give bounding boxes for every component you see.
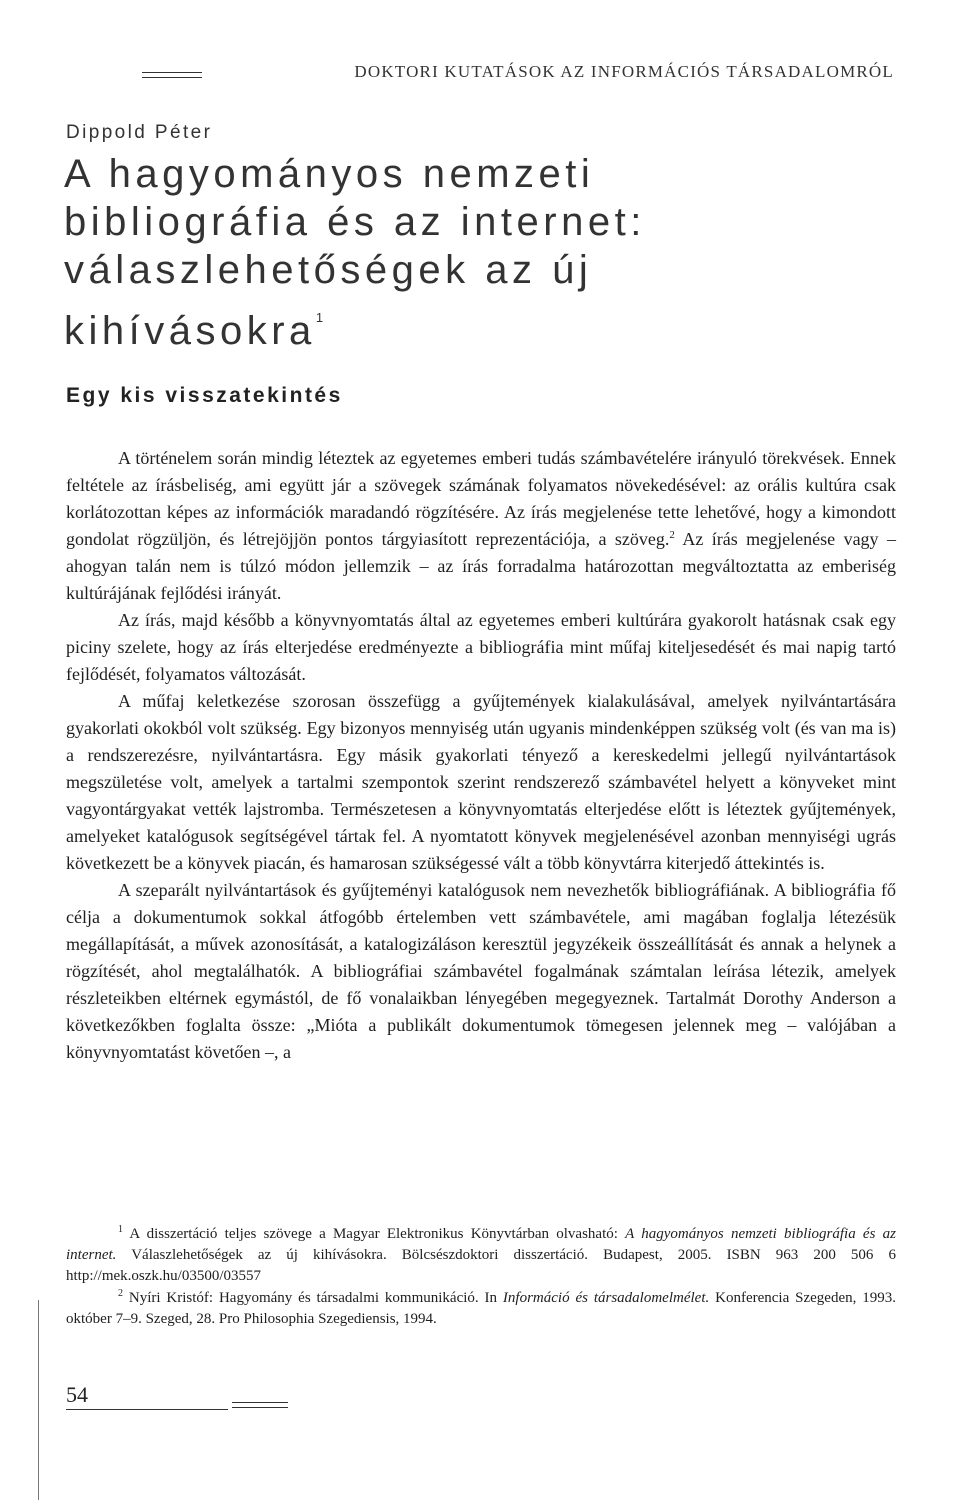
article-author: Dippold Péter [66, 122, 213, 143]
paragraph-4: A szeparált nyilvántartások és gyűjteményi katalógusok nem nevezhetők bibliográfiának. A bibliográfia fő célja a dokumentumok sokkal átfogóbb értelemben vett számbavétele, ami magában foglalja létezésük megállapítását, a művek azonosítását, a katalogizáláson keresztül jegyzékeik összeállítását és annak a helynek a rögzítését, ahol megtalálhatók. A bibliográfiai számbavétel fogalmának számtalan leírása létezik, amelyek részleteikben eltérnek egymástól, de fő vonalaikban lényegében megegyeznek. Tartalmát Dorothy Anderson a következőkben foglalta össze: „Mióta a publikált dokumentumok tömegesen jelennek meg – valójában a könyvnyomtatást követően –, a [66, 880, 896, 1062]
footnote-2 [66, 1288, 896, 1330]
footer-rule [66, 1409, 228, 1410]
article-title [64, 150, 864, 355]
header-decoration-bar [142, 72, 202, 78]
footnotes [66, 1224, 896, 1331]
footer-decoration-bar [232, 1402, 288, 1408]
footnote-2-mark: 2 [118, 1288, 123, 1299]
page-number: 54 [66, 1382, 88, 1407]
gutter-line [38, 1300, 39, 1500]
paragraph-3: A műfaj keletkezése szorosan összefügg a gyűjtemények kialakulásával, amelyek nyilvántartására gyakorlati okokból volt szükség. Egy bizonyos mennyiség után ugyanis mindenképpen szükség volt (és van ma is) a rendszerezésre, nyilvántartásra. Egy másik gyakorlati tényező a kereskedelmi jellegű nyilvántartások megszületése volt, amelyek a tartalmi szempontok szerint rendszerező számbavétel helyett a könyveket mint vagyontárgyakat vették lajstromba. Természetesen a könyvnyomtatás elterjedése előtt is léteztek gyűjtemények, amelyeket katalógusok segítségével tártak fel. A nyomtatott könyvek megjelenésével azonban mennyiségi ugrás következett be a könyvek piacán, és hamarosan szükségessé vált a több könyvtárra kiterjedő áttekintés is. [66, 691, 896, 873]
section-heading: Egy kis visszatekintés [66, 384, 343, 407]
footnote-2-text-b: Konferencia Szegeden, 1993. október 7–9. Szeged, 28. Pro Philosophia Szegediensis, 1994. [66, 1290, 896, 1327]
footnote-2-italic: Információ és társadalomelmélet. [502, 1290, 710, 1306]
body-text [66, 445, 896, 1066]
paragraph-1-part-b: Az írás megjelenése vagy – ahogyan talán nem is túlzó módon jellemzik – az írás forradalma határozottan megváltoztatta az emberiség kultúrájának fejlődési irányát. [66, 529, 896, 603]
footnote-2-text-a: Nyíri Kristóf: Hagyomány és társadalmi kommunikáció. In [123, 1290, 503, 1306]
footnote-1-text-a: A disszertáció teljes szövege a Magyar Elektronikus Könyvtárban olvasható: [123, 1226, 626, 1242]
footnote-1-italic: A hagyományos nemzeti bibliográfia és az internet. [66, 1226, 896, 1263]
footnote-1-text-b: Válaszlehetőségek az új kihívásokra. Bölcsészdoktori disszertáció. Budapest, 2005. ISBN 963 200 506 6 http://mek.oszk.hu/03500/03557 [66, 1247, 896, 1284]
running-title: DOKTORI KUTATÁSOK AZ INFORMÁCIÓS TÁRSADALOMRÓL [354, 62, 894, 81]
paragraph-1 [66, 445, 896, 607]
footnote-1 [66, 1224, 896, 1287]
footnote-ref-2: 2 [669, 529, 675, 541]
paragraph-1-part-a: A történelem során mindig léteztek az egyetemes emberi tudás számbavételére irányuló törekvések. Ennek feltétele az írásbeliség, ami együtt jár a szövegek számának folyamatos növekedésével: az orális kultúra csak korlátozottan képes az információk maradandó rögzítésére. Az írás megjelenése tette lehetővé, hogy a kimondott gondolat rögzüljön, és létrejöjjön pontos tárgyiasított reprezentációja, a szöveg. [66, 448, 896, 549]
running-header [142, 62, 902, 86]
title-line-4 [64, 294, 864, 355]
title-line-2: bibliográfia és az internet: [64, 200, 646, 244]
title-line-1: A hagyományos nemzeti [64, 152, 595, 196]
title-line-3: válaszlehetőségek az új [64, 248, 593, 292]
footnote-1-mark: 1 [118, 1224, 123, 1235]
paragraph-2: Az írás, majd később a könyvnyomtatás által az egyetemes emberi kultúrára gyakorolt hatásnak csak egy piciny szelete, hogy az írás elterjedése eredményezte a bibliográfia mint műfaj kiteljesedését és mai napig tartó fejlődését, folyamatos változását. [66, 610, 896, 684]
title-footnote-mark: 1 [315, 310, 324, 325]
title-line-4-text: kihívásokra [64, 309, 316, 353]
